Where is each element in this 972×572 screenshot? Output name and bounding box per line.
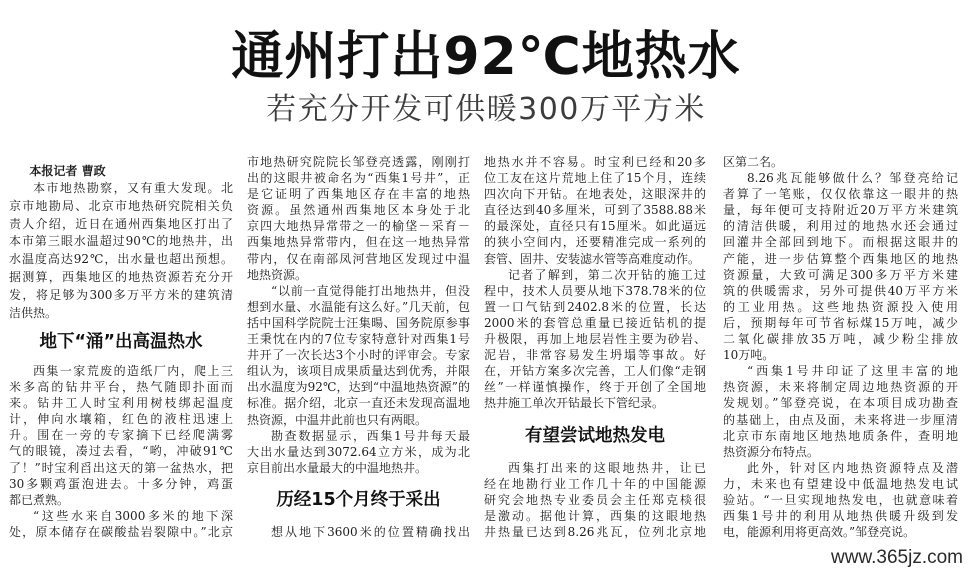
article-column-4 bbox=[723, 154, 958, 540]
text-line: 筑的供暖需求，另外可提供40万平方米 bbox=[723, 283, 958, 298]
text-line: 处，原本储存在碳酸盐岩裂隙中。”北京 bbox=[9, 524, 233, 539]
text-line: 产能，进一步估算整个西集地区的地热 bbox=[723, 251, 958, 266]
text-line: 都已煮熟。 bbox=[9, 492, 70, 507]
text-line: 西集打出来的这眼地热井，让已 bbox=[508, 460, 706, 475]
text-line: 验站。“一旦实现地热发电，也就意味着 bbox=[723, 492, 958, 507]
text-line: 市地热研究院院长邹登亮透露，刚刚打 bbox=[247, 155, 470, 169]
text-line: 发，将足够为300多万平方米的建筑清 bbox=[9, 287, 233, 302]
paragraph bbox=[9, 363, 233, 508]
paragraph bbox=[247, 154, 470, 283]
text-line: 此外，针对区内地热资源特点及潜 bbox=[747, 460, 958, 475]
watermark: www.365jz.com bbox=[831, 547, 963, 568]
text-line: 热井施工单次开钻最长下管纪录。 bbox=[484, 396, 665, 411]
text-line: 带内，仅在南部凤河营地区发现过中温 bbox=[247, 251, 470, 266]
text-line: 的狭小空间内，还要精准完成一系列的 bbox=[484, 235, 706, 250]
text-line: 丝”一样谨慎操作，终于开创了全国地 bbox=[484, 380, 706, 395]
article-column-1 bbox=[9, 154, 233, 540]
text-line: 王秉忱在内的7位专家特意针对西集1号 bbox=[247, 332, 470, 347]
text-line: 程中，技术人员要从地下378.78米的位 bbox=[484, 283, 706, 298]
paragraph bbox=[9, 180, 233, 322]
text-line: 来。钻井工人时宝利用树枝绑起温度 bbox=[9, 396, 233, 411]
text-line: 二氧化碳排放35万吨，减少粉尘排放 bbox=[723, 332, 958, 347]
paragraph bbox=[723, 154, 958, 170]
text-line: 区第二名。 bbox=[723, 155, 784, 169]
text-line: 想到水量、水温能有这么好。”几天前，包 bbox=[247, 299, 470, 314]
text-line: 位工友在这片荒地上住了15个月，连续 bbox=[484, 171, 706, 186]
text-line: 升。围在一旁的专家摘下已经爬满雾 bbox=[9, 428, 233, 443]
text-line: 泥岩，非常容易发生坍塌等事故。好 bbox=[484, 348, 706, 363]
text-line: 洁供热。 bbox=[9, 305, 58, 320]
paragraph bbox=[247, 428, 470, 476]
text-line: 了！”时宝利舀出这天的第一盆热水，把 bbox=[9, 460, 233, 475]
text-line: 置一口气钻到2402.8米的位置，长达 bbox=[484, 299, 706, 314]
text-line: 井热量已达到8.26兆瓦，位列北京地 bbox=[484, 525, 706, 540]
text-line: 北京市东南地区地热地质条件，查明地 bbox=[723, 428, 958, 443]
text-line: 括中国科学院院士汪集暘、国务院原参事 bbox=[247, 315, 470, 330]
text-line: 水温度高达92℃，出水量也超出预想。 bbox=[9, 252, 233, 267]
text-line: 量，每年便可支持附近20万平方米建筑 bbox=[723, 203, 958, 218]
text-line: 京目前出水量最大的中温地热井。 bbox=[247, 460, 428, 475]
text-line: 的最深处，直径只有15厘米。如此逼远 bbox=[484, 219, 706, 234]
text-line: 想从地下3600米的位置精确找出 bbox=[271, 525, 470, 540]
text-line: 的工业用热。这些地热资源投入使用 bbox=[723, 299, 958, 314]
paragraph bbox=[723, 170, 958, 363]
text-line: 后，预期每年可节省标煤15万吨，减少 bbox=[723, 315, 958, 330]
text-line: 是它证明了西集地区存在丰富的地热 bbox=[247, 187, 470, 202]
text-line: 记者了解到，第二次开钻的施工过 bbox=[508, 267, 706, 282]
text-line: 井开了一次长达3个小时的评审会。专家 bbox=[247, 348, 470, 363]
text-line: 据测算，西集地区的地热资源若充分开 bbox=[9, 269, 233, 284]
text-line: 责人介绍，近日在通州西集地区打出了 bbox=[9, 216, 233, 231]
text-line: 西集一家荒废的造纸厂内，爬上三 bbox=[33, 363, 233, 378]
text-line: 热资源，未来将制定周边地热资源的开 bbox=[723, 380, 958, 395]
text-line: 直径达到40多厘米，可到了3588.88米 bbox=[484, 203, 706, 218]
section-heading: 有望尝试地热发电 bbox=[525, 425, 665, 446]
text-line: 出水温度为92℃，达到“中温地热资源”的 bbox=[247, 380, 470, 395]
text-line: 的基础上，由点及面，未来将进一步厘清 bbox=[723, 412, 958, 427]
text-line: 力，未来也有望建设中低温地热发电试 bbox=[723, 476, 958, 491]
text-line: 热资源分布特点。 bbox=[723, 444, 820, 459]
text-line: 8.26兆瓦能够做什么？邹登亮给记 bbox=[747, 171, 958, 186]
text-line: 套管、固井、安装滤水管等高难度动作。 bbox=[484, 251, 701, 266]
text-line: 10万吨。 bbox=[723, 348, 775, 363]
text-line: 四次向下开钻。在地表处，这眼深井的 bbox=[484, 187, 706, 202]
paragraph bbox=[723, 460, 958, 540]
text-line: 京四大地热异常带之一的榆垡－采育－ bbox=[247, 219, 470, 234]
text-line: 是激动。据他计算，西集的这眼地热 bbox=[484, 509, 706, 524]
text-line: 资源量，大致可满足300多万平方米建 bbox=[723, 267, 958, 282]
subheadline: 若充分开发可供暖300万平方米 bbox=[266, 92, 706, 127]
text-line: 气的眼镜，凑过去看，“哟，冲破91℃ bbox=[9, 444, 233, 459]
text-line: 本市地热勘察，又有重大发现。北 bbox=[33, 181, 233, 195]
paragraph bbox=[247, 524, 470, 540]
text-line: 发规划。”邹登亮说，在本项目成功勘查 bbox=[723, 396, 958, 411]
text-line: 在，开钻方案多次完善，工人们像“走钢 bbox=[484, 364, 706, 379]
text-line: 研究会地热专业委员会主任郑克棪很 bbox=[484, 492, 706, 507]
text-line: 勘查数据显示，西集1号井每天最 bbox=[271, 428, 470, 443]
text-line: 热资源，中温井此前也只有两眼。 bbox=[247, 412, 428, 427]
text-line: 电，能源利用将更高效。”邹登亮说。 bbox=[723, 525, 916, 540]
paragraph bbox=[484, 267, 706, 412]
text-line: 京市地勘局、北京市地热研究院相关负 bbox=[9, 198, 233, 213]
article-column-2 bbox=[247, 154, 470, 540]
text-line: 升极限，再加上地层岩性主要为砂岩、 bbox=[484, 332, 706, 347]
text-line: 地热水并不容易。时宝利已经和20多 bbox=[484, 155, 706, 169]
text-line: 本市第三眼水温超过90℃的地热井，出 bbox=[9, 234, 233, 249]
text-line: 计，伸向水壤箱，红色的液柱迅速上 bbox=[9, 412, 233, 427]
text-line: 西集地热异常带内，但在这一地热异常 bbox=[247, 235, 470, 250]
text-line: 回灌井全部回到地下。而根据这眼井的 bbox=[723, 235, 958, 250]
text-line: 30多颗鸡蛋泡进去。十多分钟，鸡蛋 bbox=[9, 476, 233, 491]
headline: 通州打出92℃地热水 bbox=[231, 27, 741, 87]
text-line: 西集1号井的利用从地热供暖升级到发 bbox=[723, 509, 958, 524]
text-line: 组认为，该项目成果质量达到优秀，并限 bbox=[247, 364, 470, 379]
text-line: 地热资源。 bbox=[247, 267, 308, 282]
text-line: “这些水来自3000多米的地下深 bbox=[33, 508, 233, 523]
paragraph bbox=[723, 363, 958, 460]
section-heading: 地下“涌”出高温热水 bbox=[39, 332, 203, 353]
article-column-3 bbox=[484, 154, 706, 540]
text-line: 出的这眼井被命名为“西集1号井”，正 bbox=[247, 171, 470, 186]
text-line: 者算了一笔账，仅仅依靠这一眼井的热 bbox=[723, 187, 958, 202]
paragraph bbox=[484, 460, 706, 540]
text-line: “西集1号井印证了这里丰富的地 bbox=[747, 364, 958, 379]
text-line: 标准。据介绍，北京一直还未发现高温地 bbox=[247, 396, 470, 411]
text-line: 资源。虽然通州西集地区本身处于北 bbox=[247, 203, 470, 218]
text-line: 经在地勘行业工作几十年的中国能源 bbox=[484, 476, 706, 491]
text-line: “以前一直觉得能打出地热井，但没 bbox=[271, 283, 470, 298]
section-heading: 历经15个月终于采出 bbox=[276, 489, 441, 510]
paragraph bbox=[9, 508, 233, 540]
byline: 本报记者 曹政 bbox=[29, 164, 106, 178]
text-line: 2000米的套管总重量已接近钻机的提 bbox=[484, 315, 706, 330]
paragraph bbox=[247, 283, 470, 428]
text-line: 的清洁供暖，利用过的地热水还会通过 bbox=[723, 219, 958, 234]
text-line: 米多高的钻井平台，热气随即扑面而 bbox=[9, 380, 233, 395]
paragraph bbox=[484, 154, 706, 267]
text-line: 大出水量达到3072.64立方米，成为北 bbox=[247, 444, 470, 459]
